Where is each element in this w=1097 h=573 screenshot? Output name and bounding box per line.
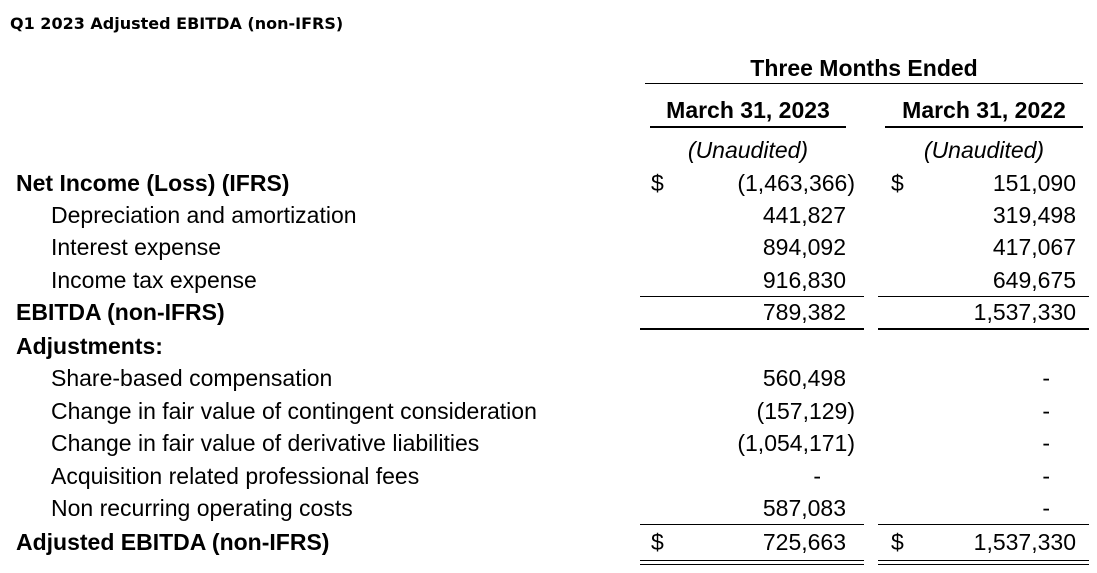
- period-header: Three Months Ended: [750, 55, 978, 81]
- value-ebitda-2023: 789,382: [762, 299, 846, 325]
- row-label-share-based: Share-based compensation: [51, 365, 333, 391]
- value-interest-2022: 417,067: [992, 234, 1076, 260]
- unaudited-2022: (Unaudited): [923, 137, 1045, 163]
- subtotal-rule-2022: [878, 296, 1089, 297]
- currency-symbol: $: [651, 170, 664, 196]
- row-label-net-income: Net Income (Loss) (IFRS): [16, 170, 290, 196]
- double-rule-2-2022: [878, 564, 1089, 565]
- value-depreciation-2023: 441,827: [762, 202, 846, 228]
- value-acquisition-2022: -: [1042, 463, 1050, 489]
- row-label-income-tax: Income tax expense: [51, 267, 257, 293]
- currency-symbol: $: [891, 529, 904, 555]
- row-label-derivative: Change in fair value of derivative liabilities: [51, 430, 480, 456]
- unaudited-2023: (Unaudited): [687, 137, 809, 163]
- column-header-2022: March 31, 2022: [902, 97, 1066, 123]
- double-rule-1-2022: [878, 560, 1089, 561]
- value-adjusted-ebitda-2023: 725,663: [762, 529, 846, 555]
- row-label-ebitda: EBITDA (non-IFRS): [16, 299, 225, 325]
- double-rule-1-2023: [640, 560, 864, 561]
- row-label-nonrecurring: Non recurring operating costs: [51, 495, 353, 521]
- adjusted-rule-top-2023: [640, 524, 864, 525]
- total-rule-2023: [640, 328, 864, 330]
- value-net-income-2023: (1,463,366): [737, 170, 855, 196]
- row-label-contingent: Change in fair value of contingent consideration: [51, 398, 537, 424]
- value-nonrecurring-2022: -: [1042, 495, 1050, 521]
- column-header-2022-rule: [885, 126, 1083, 128]
- value-depreciation-2022: 319,498: [992, 202, 1076, 228]
- value-interest-2023: 894,092: [762, 234, 846, 260]
- row-label-adjustments: Adjustments:: [16, 333, 163, 359]
- currency-symbol: $: [891, 170, 904, 196]
- double-rule-2-2023: [640, 564, 864, 565]
- value-derivative-2023: (1,054,171): [737, 430, 855, 456]
- subtotal-rule-2023: [640, 296, 864, 297]
- page-title: Q1 2023 Adjusted EBITDA (non-IFRS): [10, 14, 344, 33]
- value-income-tax-2023: 916,830: [762, 267, 846, 293]
- column-header-2023: March 31, 2023: [666, 97, 830, 123]
- period-header-rule: [645, 83, 1083, 84]
- value-share-based-2022: -: [1042, 365, 1050, 391]
- row-label-acquisition: Acquisition related professional fees: [51, 463, 420, 489]
- value-derivative-2022: -: [1042, 430, 1050, 456]
- value-acquisition-2023: -: [813, 463, 821, 489]
- adjusted-rule-top-2022: [878, 524, 1089, 525]
- row-label-depreciation: Depreciation and amortization: [51, 202, 357, 228]
- value-income-tax-2022: 649,675: [992, 267, 1076, 293]
- value-share-based-2023: 560,498: [762, 365, 846, 391]
- total-rule-2022: [878, 328, 1089, 330]
- column-header-2023-rule: [650, 126, 846, 128]
- value-ebitda-2022: 1,537,330: [973, 299, 1076, 325]
- value-net-income-2022: 151,090: [992, 170, 1076, 196]
- value-contingent-2022: -: [1042, 398, 1050, 424]
- row-label-interest: Interest expense: [51, 234, 222, 260]
- value-adjusted-ebitda-2022: 1,537,330: [973, 529, 1076, 555]
- currency-symbol: $: [651, 529, 664, 555]
- value-nonrecurring-2023: 587,083: [762, 495, 846, 521]
- value-contingent-2023: (157,129): [756, 398, 855, 424]
- row-label-adjusted-ebitda: Adjusted EBITDA (non-IFRS): [16, 529, 330, 555]
